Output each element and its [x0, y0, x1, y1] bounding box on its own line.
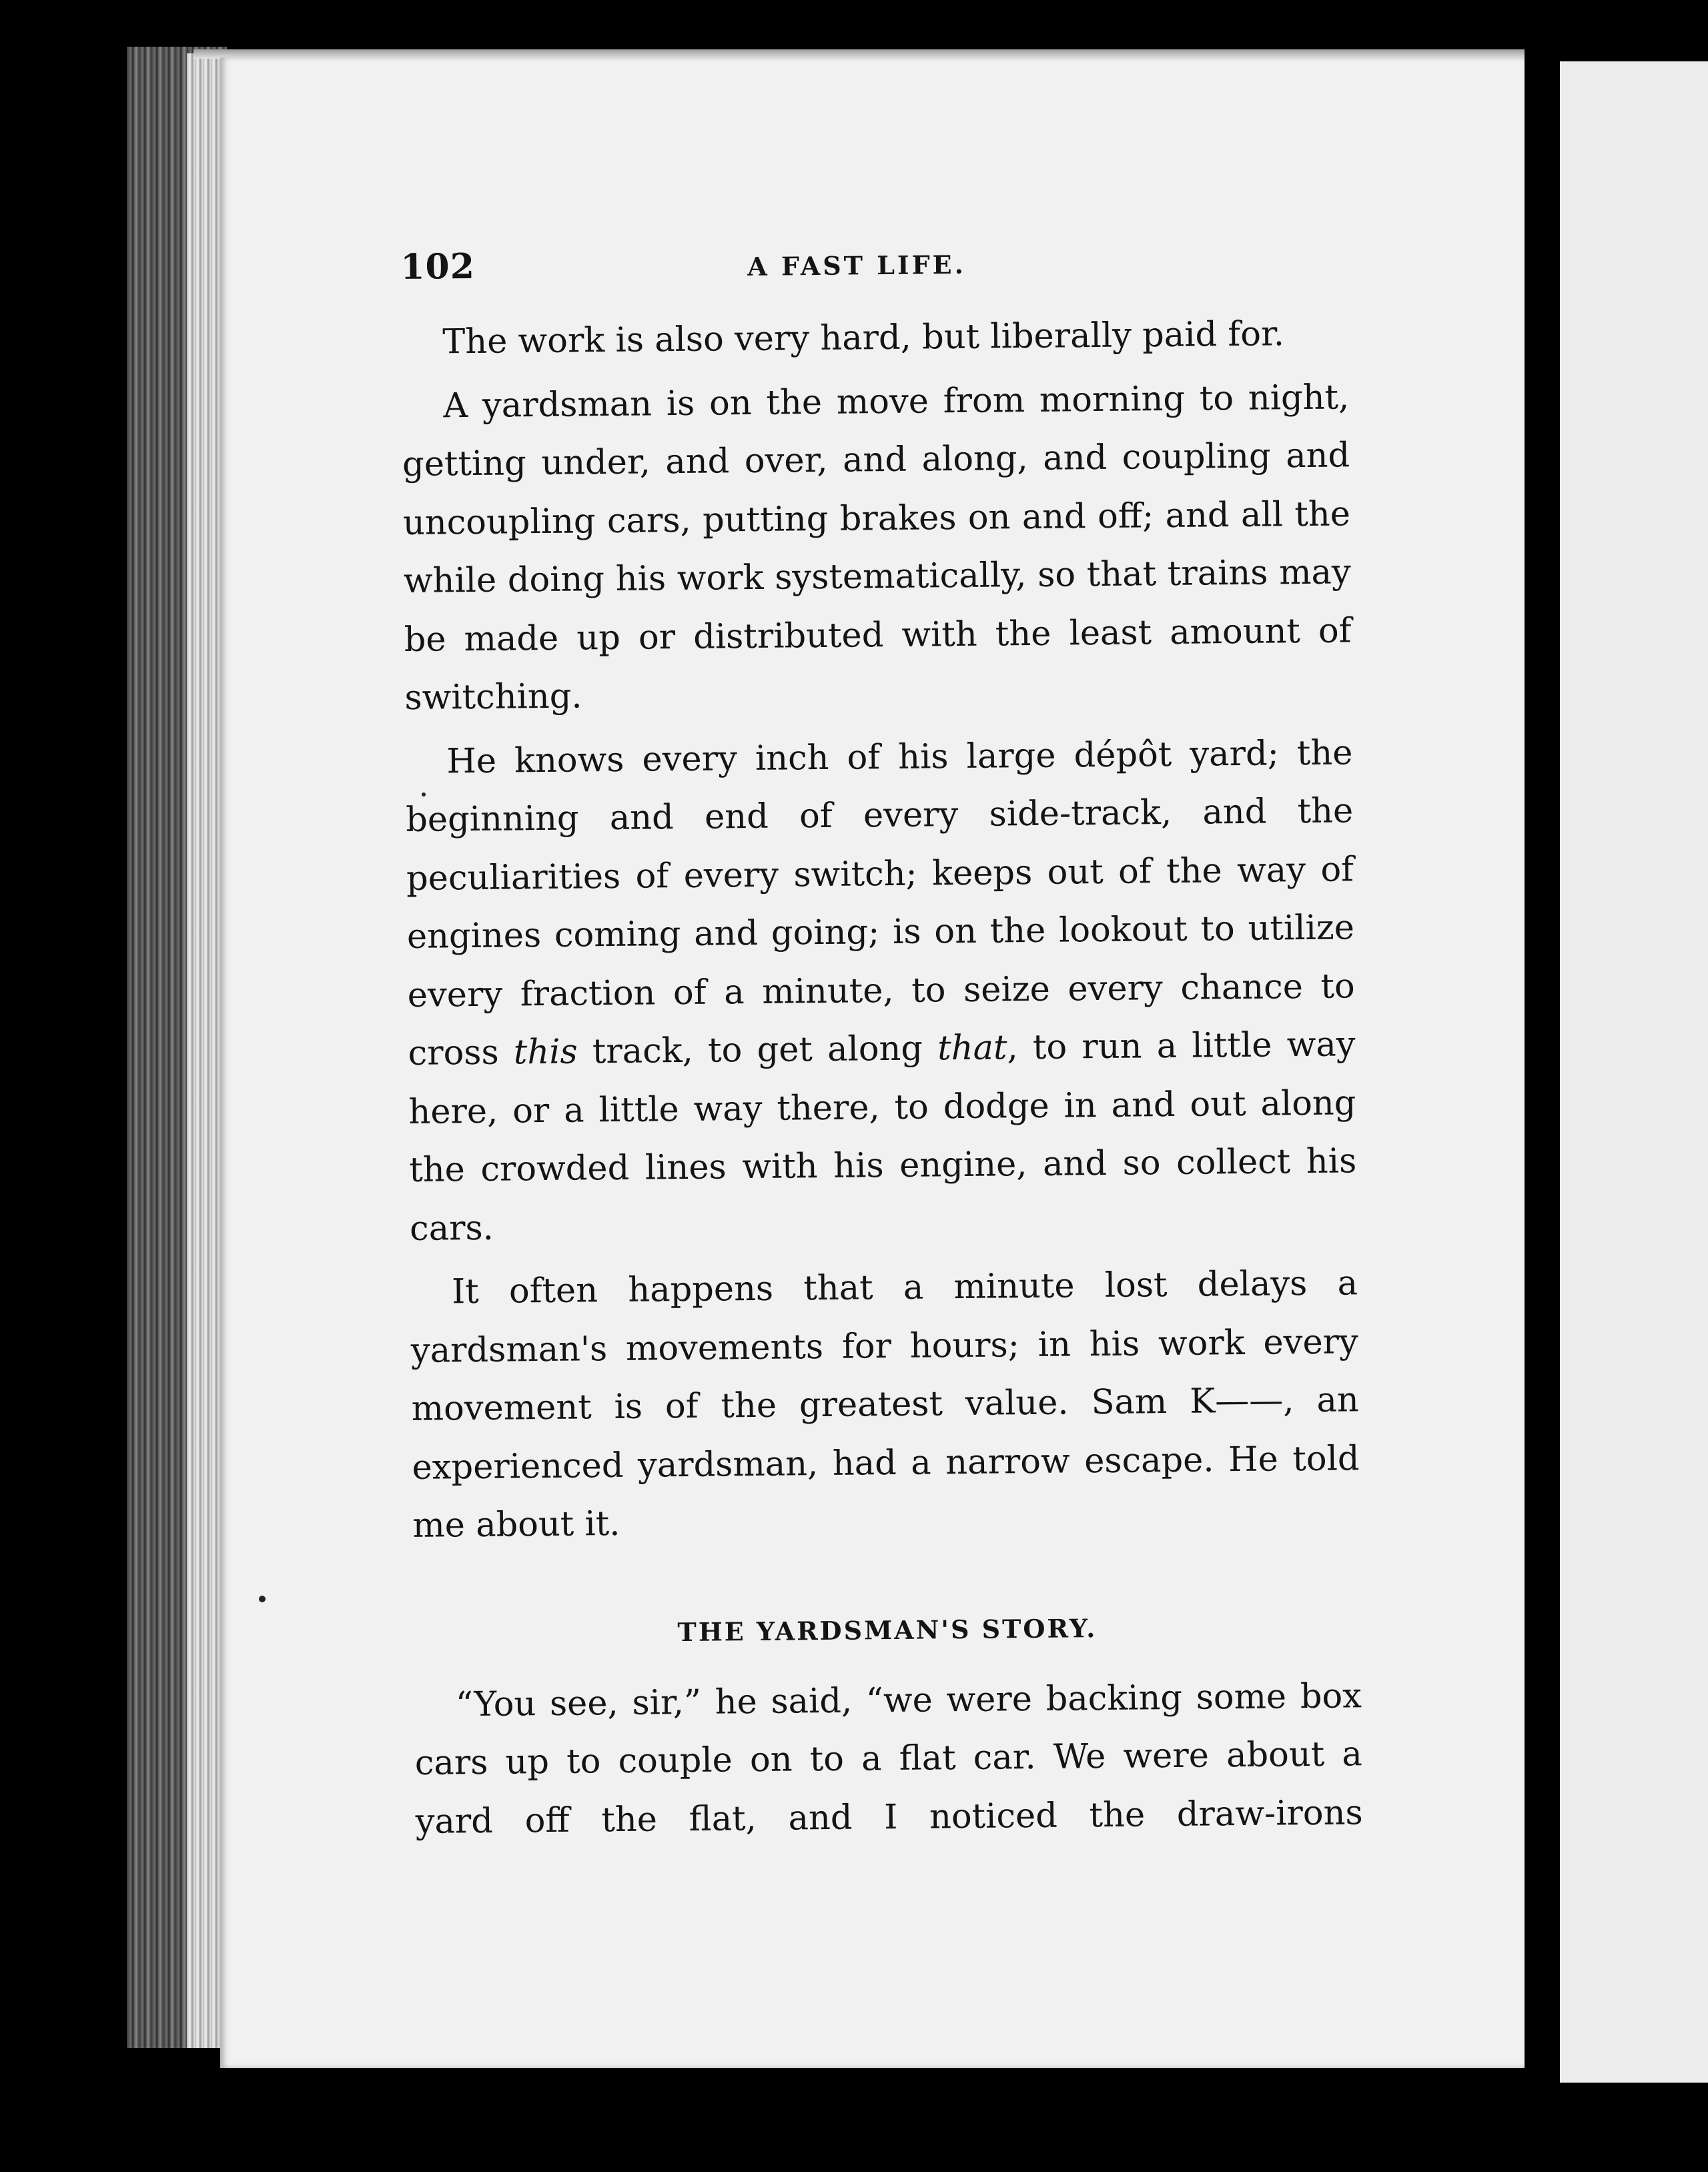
right-page-edge	[1560, 61, 1708, 2083]
print-speck	[259, 1596, 266, 1602]
paragraph: A yardsman is on the move from morning to night, getting under, and over, and along, and coupling and uncoupling cars, putting brakes on and off; and all the while doing his work systematically, so that trains may be made up or distributed with the least amount of switching.	[402, 377, 1352, 718]
page-number: 102	[400, 245, 476, 288]
page-text-block	[400, 237, 1363, 1856]
section-heading: THE YARDSMAN'S STORY.	[677, 1612, 1098, 1647]
italic-word-that: that	[937, 1028, 1007, 1069]
paragraph-text: track, to get along	[577, 1029, 938, 1072]
paragraph-text: He knows every inch of his large dépôt yard; the beginning and end of every side-track, and the peculiarities of every switch; keeps out of the way of engines coming and going; is on the lookout to utilize every fraction of a minute, to seize every chance to cross	[405, 732, 1355, 1073]
paragraph: The work is also very hard, but liberally paid for.	[442, 314, 1285, 362]
running-title: A FAST LIFE.	[747, 249, 967, 282]
story-paragraph: “You see, sir,” he said, “we were backing some box cars up to couple on to a flat car. We were about a yard off the flat, and I noticed the draw-irons	[414, 1676, 1363, 1842]
paragraph	[405, 724, 1357, 1258]
paragraph-text: , to run a little way here, or a little way there, to dodge in and out along the crowded lines with his engine, and so collect his cars.	[408, 1025, 1357, 1249]
italic-word-this: this	[513, 1032, 578, 1073]
running-head	[400, 237, 1348, 294]
book-gutter	[1525, 40, 1560, 2108]
paragraph: It often happens that a minute lost delays a yardsman's movements for hours; in his work every movement is of the greatest value. Sam K——, an experienced yardsman, had a narrow escape. He told me about it.	[410, 1263, 1360, 1546]
